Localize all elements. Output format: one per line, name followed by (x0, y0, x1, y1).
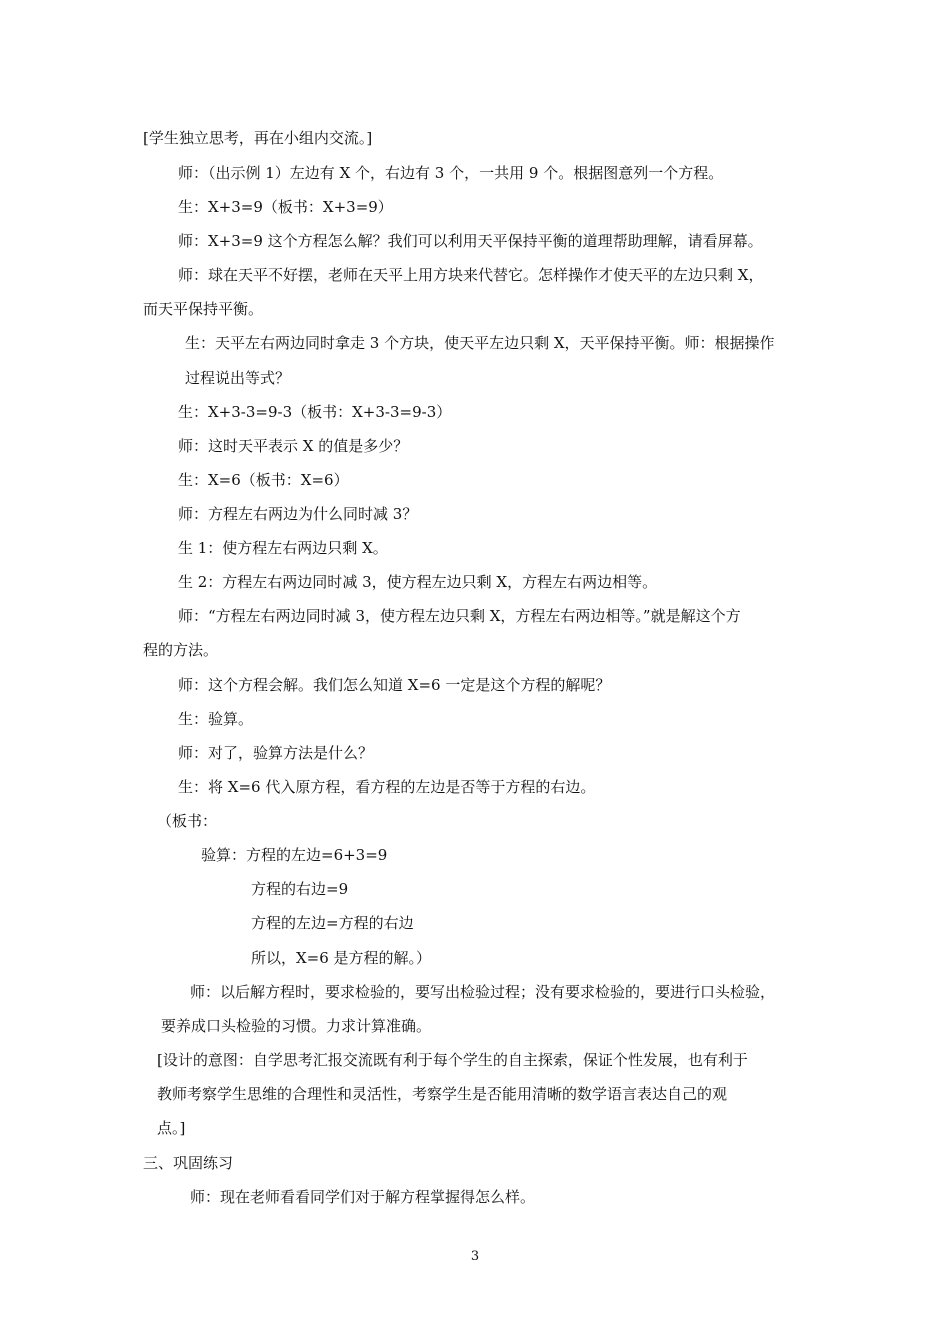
paragraph-line: 方程的左边=方程的右边 (251, 914, 414, 932)
paragraph-line: [学生独立思考，再在小组内交流。] (143, 129, 373, 147)
paragraph-line: 验算：方程的左边=6+3=9 (201, 846, 388, 864)
paragraph-line: 师：对了，验算方法是什么？ (178, 744, 374, 762)
paragraph-line: 点。] (157, 1119, 186, 1137)
paragraph-line: 师：“方程左右两边同时减 3，使方程左边只剩 X，方程左右两边相等。”就是解这个方 (178, 607, 741, 625)
paragraph-line: [设计的意图：自学思考汇报交流既有利于每个学生的自主探索，保证个性发展，也有利于 (157, 1051, 748, 1069)
paragraph-line: 生：验算。 (178, 710, 254, 728)
page-number: 3 (470, 1249, 480, 1264)
paragraph-line: 师：球在天平不好摆，老师在天平上用方块来代替它。怎样操作才使天平的左边只剩 X， (178, 266, 764, 284)
paragraph-line: 生 2：方程左右两边同时减 3，使方程左边只剩 X，方程左右两边相等。 (178, 573, 658, 591)
paragraph-line: 师：现在老师看看同学们对于解方程掌握得怎么样。 (190, 1188, 536, 1206)
paragraph-line: 教师考察学生思维的合理性和灵活性，考察学生是否能用清晰的数学语言表达自己的观 (157, 1085, 728, 1103)
paragraph-line: 而天平保持平衡。 (143, 300, 264, 318)
paragraph-line: 程的方法。 (143, 641, 219, 659)
paragraph-line: （板书： (157, 812, 218, 830)
paragraph-line: 师：X+3=9 这个方程怎么解？我们可以利用天平保持平衡的道理帮助理解，请看屏幕。 (178, 232, 763, 250)
paragraph-line: 师：以后解方程时，要求检验的，要写出检验过程；没有要求检验的，要进行口头检验， (190, 983, 776, 1001)
section-heading: 三、巩固练习 (143, 1154, 234, 1172)
paragraph-line: 生：X=6（板书：X=6） (178, 471, 349, 489)
paragraph-line: 生：X+3=9（板书：X+3=9） (178, 198, 393, 216)
paragraph-line: 生：将 X=6 代入原方程，看方程的左边是否等于方程的右边。 (178, 778, 596, 796)
paragraph-line: 生：天平左右两边同时拿走 3 个方块，使天平左边只剩 X，天平保持平衡。师：根据操作 (185, 334, 775, 352)
paragraph-line: 生 1：使方程左右两边只剩 X。 (178, 539, 388, 557)
paragraph-line: 师：这个方程会解。我们怎么知道 X=6 一定是这个方程的解呢？ (178, 676, 611, 694)
paragraph-line: 生：X+3-3=9-3（板书：X+3-3=9-3） (178, 403, 452, 421)
paragraph-line: 过程说出等式？ (185, 369, 291, 387)
paragraph-line: 要养成口头检验的习惯。力求计算准确。 (161, 1017, 432, 1035)
paragraph-line: 师：（出示例 1）左边有 X 个，右边有 3 个，一共用 9 个。根据图意列一个方程。 (178, 164, 724, 182)
paragraph-line: 所以，X=6 是方程的解。） (251, 949, 432, 967)
paragraph-line: 师：这时天平表示 X 的值是多少？ (178, 437, 409, 455)
paragraph-line: 师：方程左右两边为什么同时减 3？ (178, 505, 418, 523)
paragraph-line: 方程的右边=9 (251, 880, 349, 898)
